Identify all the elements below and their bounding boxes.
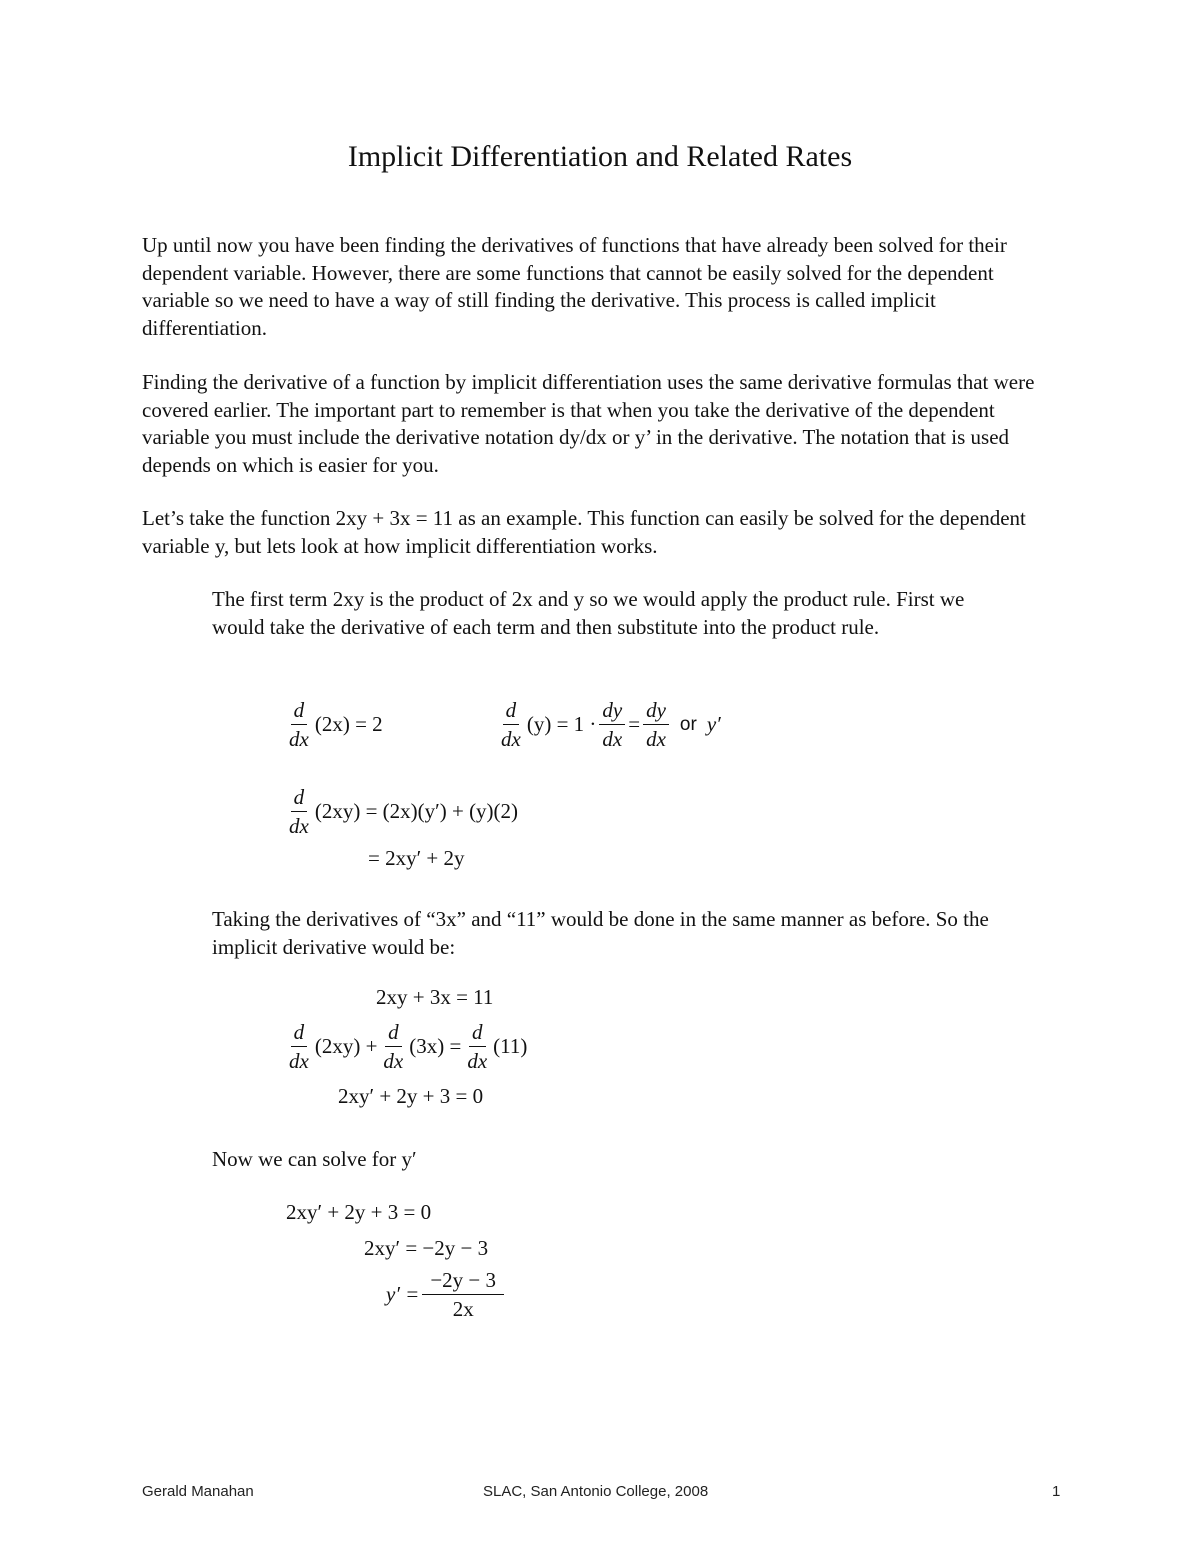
equation-solve-step-3: y′ = $\frac{-2y - 3}{2x}$ [386,1268,507,1321]
equation-derivative-2x: $\frac{d}{dx}$ (2x) = 2 [283,698,383,751]
paragraph-example: Let’s take the function 2xy + 3x = 11 as an example. This function can easily be solved for the dependent variable y, but lets look at how implicit differentiation works. [142,506,1026,558]
equation-implicit-result: 2xy′ + 2y + 3 = 0 [338,1084,484,1108]
fraction-d-dx: $\frac{d}{dx}$ [289,785,309,839]
fraction-d-dx: $\frac{d}{dx}$ [467,1020,488,1074]
fraction-d-dx: $\frac{d}{dx}$ [383,1020,404,1074]
footer-author: Gerald Manahan [142,1483,254,1500]
fraction-final: $\frac{-2y - 3}{2x}$ [422,1268,504,1321]
equation-derivative-y: $\frac{d}{dx}$ (y) = 1 · $\frac{dy}{dx}$ = $\frac{dy}{dx}$ or y′ [495,698,721,751]
fraction-d-dx: $\frac{d}{dx}$ [289,1020,309,1074]
paragraph-intro: Up until now you have been finding the derivatives of functions that have already been solved for their dependent variable. However, there are some functions that cannot be easily solved for the dependent variable so we need to have a way of still finding the derivative. This process is called implicit differentiation. [142,233,1007,340]
paragraph-product-rule: The first term 2xy is the product of 2x and y so we would apply the product rule. First we would take the derivative of each term and then substitute into the product rule. [212,587,965,639]
equation-solve-step-2: 2xy′ = −2y − 3 [364,1236,489,1260]
paragraph-solve-for-yprime: Now we can solve for y′ [212,1147,417,1171]
equation-solve-step-1: 2xy′ + 2y + 3 = 0 [286,1200,432,1224]
fraction-dy-dx: $\frac{dy}{dx}$ [643,698,669,751]
fraction-d-dx: $\frac{d}{dx}$ [501,698,521,752]
equation-differentiate-both-sides: $\frac{d}{dx}$ (2xy) + $\frac{d}{dx}$ (3x) = $\frac{d}{dx}$ (11) [283,1020,527,1073]
page-title: Implicit Differentiation and Related Rates [347,140,853,173]
fraction-dy-dx: $\frac{dy}{dx}$ [599,698,625,751]
equation-original: 2xy + 3x = 11 [376,985,494,1009]
equation-product-rule: $\frac{d}{dx}$ (2xy) = (2x)(y′) + (y)(2) [283,785,518,838]
equation-product-result: = 2xy′ + 2y [368,846,465,870]
footer-source: SLAC, San Antonio College, 2008 [483,1483,709,1500]
fraction-d-dx: $\frac{d}{dx}$ [289,698,309,752]
paragraph-implicit-derivative: Taking the derivatives of “3x” and “11” would be done in the same manner as before. So the implicit derivative would be: [212,907,989,959]
paragraph-formulas: Finding the derivative of a function by implicit differentiation uses the same derivative formulas that were covered earlier. The important part to remember is that when you take the derivative of the dependent variable you must include the derivative notation dy/dx or y’ in the derivative. The notation that is used depends on which is easier for you. [142,370,1035,477]
footer-page-number: 1 [1052,1483,1061,1500]
